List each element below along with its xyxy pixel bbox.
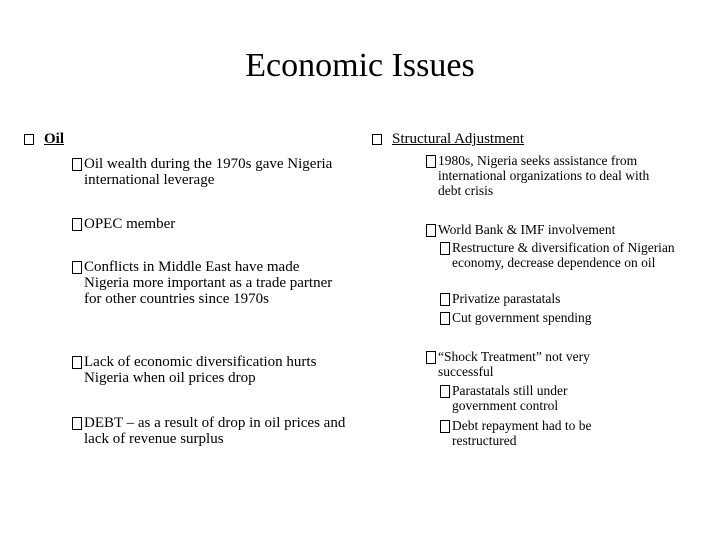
bullet-icon: [440, 312, 450, 325]
checkbox-bullet-icon: [24, 134, 34, 145]
right-item-3: Restructure & diversification of Nigerian economy, decrease dependence on oil: [452, 240, 675, 270]
checkbox-bullet-icon: [372, 134, 382, 145]
bullet-icon: [440, 293, 450, 306]
right-item-4: Privatize parastatals: [452, 291, 561, 306]
list-item: [72, 415, 347, 447]
left-item-5: DEBT – as a result of drop in oil prices and lack of revenue surplus: [84, 415, 346, 447]
left-heading: [24, 130, 354, 148]
list-item: [72, 259, 347, 307]
bullet-icon: [72, 158, 82, 171]
list-item: [440, 310, 680, 325]
list-item: [440, 291, 680, 306]
right-item-5: Cut government spending: [452, 310, 592, 325]
right-item-7: Parastatals still under government control: [452, 383, 568, 413]
right-item-6: “Shock Treatment” not very successful: [438, 349, 590, 379]
slide-title: Economic Issues: [245, 47, 475, 84]
left-item-1: Oil wealth during the 1970s gave Nigeria international leverage: [84, 156, 333, 188]
bullet-icon: [426, 351, 436, 364]
right-heading: [372, 130, 702, 148]
bullet-icon: [440, 242, 450, 255]
bullet-icon: [440, 420, 450, 433]
list-item: [72, 216, 342, 232]
bullet-icon: [426, 155, 436, 168]
list-item: [426, 349, 641, 379]
list-item: [72, 354, 347, 386]
left-item-3: Conflicts in Middle East have made Nigeria more important as a trade partner for other countries since 1970s: [84, 259, 333, 307]
bullet-icon: [72, 417, 82, 430]
bullet-icon: [72, 261, 82, 274]
structural-adjustment-heading: Structural Adjustment: [392, 131, 525, 147]
list-item: [440, 418, 640, 448]
bullet-icon: [426, 224, 436, 237]
bullet-icon: [72, 356, 82, 369]
oil-heading: Oil: [44, 131, 65, 147]
left-item-2: OPEC member: [84, 216, 176, 232]
list-item: [440, 383, 620, 413]
right-column: [372, 130, 702, 148]
left-column: [24, 130, 354, 148]
right-item-1: 1980s, Nigeria seeks assistance from international organizations to deal with debt crisis: [438, 153, 650, 198]
list-item: [426, 222, 686, 237]
bullet-icon: [72, 218, 82, 231]
left-item-4: Lack of economic diversification hurts Nigeria when oil prices drop: [84, 354, 317, 386]
right-item-8: Debt repayment had to be restructured: [452, 418, 592, 448]
list-item: [426, 153, 666, 198]
list-item: [440, 240, 680, 270]
bullet-icon: [440, 385, 450, 398]
list-item: [72, 156, 342, 188]
right-item-2: World Bank & IMF involvement: [438, 222, 616, 237]
